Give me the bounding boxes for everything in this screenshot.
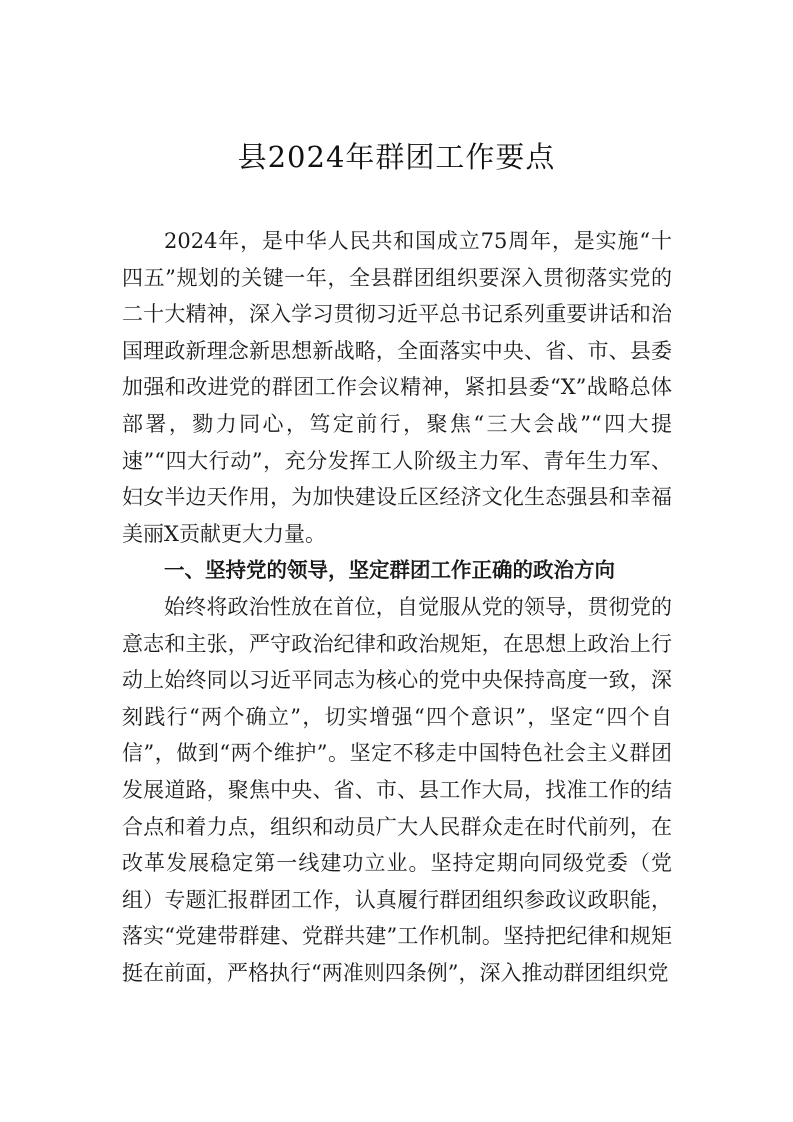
document-title: 县2024年群团工作要点 xyxy=(237,140,556,174)
section-1-paragraph: 始终将政治性放在首位，自觉服从党的领导，贯彻党的意志和主张，严守政治纪律和政治规矩，在思想上政治上行动上始终同以习近平同志为核心的党中央保持高度一致，深刻践行“两个确立”，切实增强“四个意识”，坚定“四个自信”，做到“两个维护”。坚定不移走中国特色社会主义群团发展道路，聚焦中央、省、市、县工作大局，找准工作的结合点和着力点，组织和动员广大人民群众走在时代前列，在改革发展稳定第一线建功立业。坚持定期向同级党委（党组）专题汇报群团工作，认真履行群团组织参政议政职能，落实“党建带群建、党群共建”工作机制。坚持把纪律和规矩挺在前面，严格执行“两准则四条例”，深入推动群团组织党 xyxy=(122,594,672,985)
section-1-heading: 一、坚持党的领导，坚定群团工作正确的政治方向 xyxy=(164,558,615,583)
document-body xyxy=(122,223,672,991)
intro-paragraph: 2024年，是中华人民共和国成立75周年，是实施“十四五”规划的关键一年，全县群团组织要深入贯彻落实党的二十大精神，深入学习贯彻习近平总书记系列重要讲话和治国理政新理念新思想新战略，全面落实中央、省、市、县委加强和改进党的群团工作会议精神，紧扣县委“X”战略总体部署，勠力同心，笃定前行，聚焦“三大会战”“四大提速”“四大行动”，充分发挥工人阶级主力军、青年生力军、妇女半边天作用，为加快建设丘区经济文化生态强县和幸福美丽X贡献更大力量。 xyxy=(122,229,672,546)
